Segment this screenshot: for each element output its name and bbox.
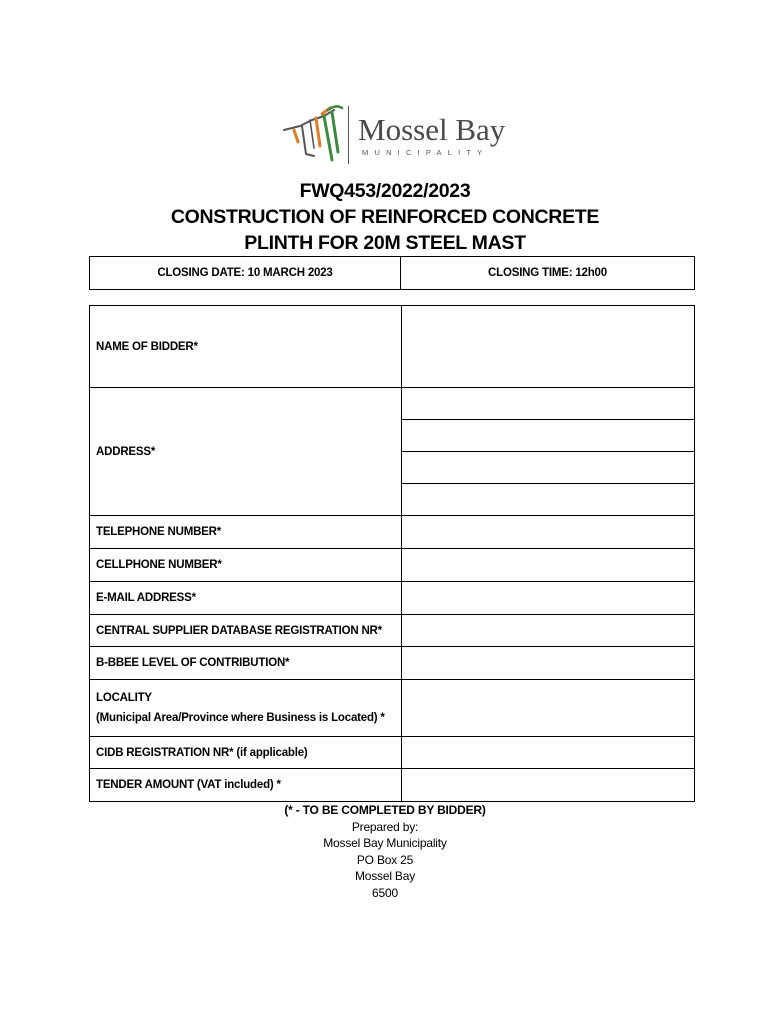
title-line-2: CONSTRUCTION OF REINFORCED CONCRETE xyxy=(170,206,600,228)
closing-time: CLOSING TIME: 12h00 xyxy=(401,257,695,290)
field-tender-amount[interactable] xyxy=(402,769,695,802)
field-email[interactable] xyxy=(402,582,695,615)
label-bbbee-level: B-BBEE LEVEL OF CONTRIBUTION* xyxy=(90,647,402,680)
po-box: PO Box 25 xyxy=(356,852,414,867)
prepared-by: Prepared by: xyxy=(351,819,419,834)
label-cellphone: CELLPHONE NUMBER* xyxy=(90,549,402,582)
field-telephone[interactable] xyxy=(402,516,695,549)
label-name-of-bidder: NAME OF BIDDER* xyxy=(90,306,402,388)
logo-subtitle: MUNICIPALITY xyxy=(362,148,489,157)
label-tender-amount: TENDER AMOUNT (VAT included) * xyxy=(90,769,402,802)
postal-code: 6500 xyxy=(372,885,398,900)
field-address-line-3[interactable] xyxy=(402,452,695,484)
logo-divider xyxy=(348,106,349,164)
field-address-line-1[interactable] xyxy=(402,388,695,420)
label-telephone: TELEPHONE NUMBER* xyxy=(90,516,402,549)
locality-label: LOCALITY xyxy=(96,692,152,704)
field-csd-registration[interactable] xyxy=(402,615,695,647)
logo-emblem-icon xyxy=(280,96,346,174)
organisation-name: Mossel Bay Municipality xyxy=(323,836,447,850)
label-csd-registration: CENTRAL SUPPLIER DATABASE REGISTRATION NR* xyxy=(90,615,402,647)
closing-table xyxy=(89,256,695,290)
label-cidb-registration: CIDB REGISTRATION NR* (if applicable) xyxy=(90,737,402,769)
document-title xyxy=(0,178,770,256)
mossel-bay-logo xyxy=(280,96,506,174)
label-locality xyxy=(90,680,402,737)
closing-date: CLOSING DATE: 10 MARCH 2023 xyxy=(90,257,401,290)
completion-note: (* - TO BE COMPLETED BY BIDDER) xyxy=(284,803,486,817)
field-name-of-bidder[interactable] xyxy=(402,306,695,388)
bidder-form xyxy=(89,305,695,802)
label-email: E-MAIL ADDRESS* xyxy=(90,582,402,615)
label-address: ADDRESS* xyxy=(90,388,402,516)
footer xyxy=(0,802,770,901)
field-bbbee-level[interactable] xyxy=(402,647,695,680)
locality-sublabel: (Municipal Area/Province where Business is Located) * xyxy=(96,712,385,724)
logo-name: Mossel Bay xyxy=(358,112,506,147)
field-cidb-registration[interactable] xyxy=(402,737,695,769)
town: Mossel Bay xyxy=(354,869,416,883)
title-reference: FWQ453/2022/2023 xyxy=(299,180,471,202)
field-cellphone[interactable] xyxy=(402,549,695,582)
field-address-line-4[interactable] xyxy=(402,484,695,516)
title-line-3: PLINTH FOR 20M STEEL MAST xyxy=(244,232,526,254)
field-address-line-2[interactable] xyxy=(402,420,695,452)
field-locality[interactable] xyxy=(402,680,695,737)
